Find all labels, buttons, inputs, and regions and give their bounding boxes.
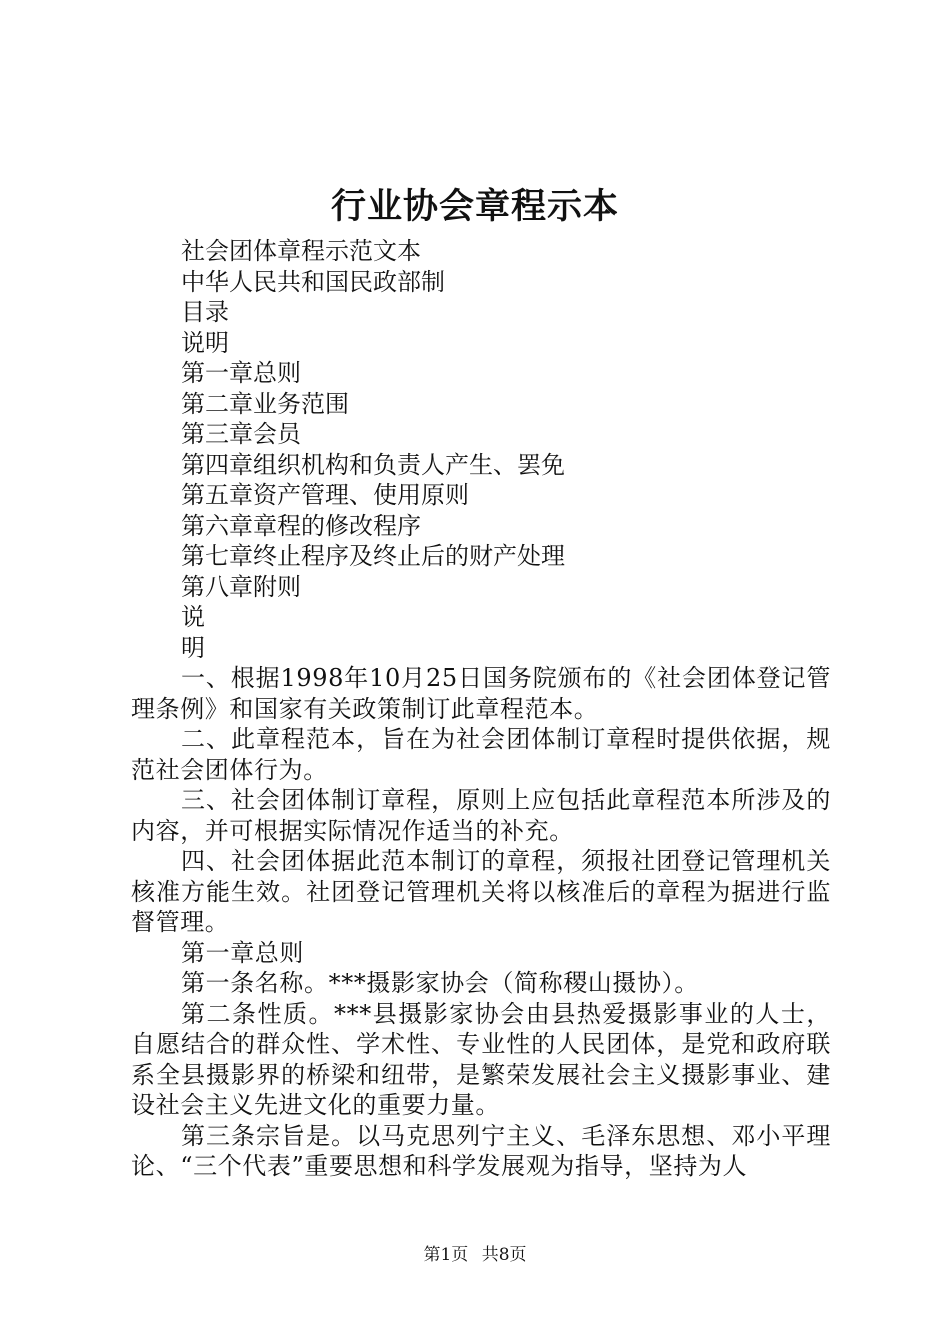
paragraph: 第二条性质。***县摄影家协会由县热爱摄影事业的人士，自愿结合的群众性、学术性、专业性的人民团体，是党和政府联系全县摄影界的桥梁和纽带，是繁荣发展社会主义摄影事业、建设社会主义先进文化的重要力量。 bbox=[131, 999, 831, 1119]
paragraph: 一、根据1998年10月25日国务院颁布的《社会团体登记管理条例》和国家有关政策制订此章程范本。 bbox=[131, 664, 831, 723]
heading-ming: 明 bbox=[181, 633, 205, 662]
table-of-contents bbox=[131, 236, 831, 663]
toc-line: 目录 bbox=[181, 298, 229, 326]
toc-line: 第四章组织机构和负责人产生、罢免 bbox=[181, 450, 565, 479]
paragraph: 四、社会团体据此范本制订的章程，须报社团登记管理机关核准方能生效。社团登记管理机关将以核准后的章程为据进行监督管理。 bbox=[131, 847, 831, 936]
document-title: 行业协会章程示本 bbox=[330, 186, 619, 227]
toc-line: 说明 bbox=[181, 328, 229, 357]
toc-line: 社会团体章程示范文本 bbox=[181, 237, 421, 265]
toc-line: 第六章章程的修改程序 bbox=[181, 511, 421, 540]
document-body bbox=[131, 236, 831, 1182]
toc-line: 第五章资产管理、使用原则 bbox=[181, 481, 469, 509]
toc-line: 第二章业务范围 bbox=[181, 389, 349, 418]
toc-line: 中华人民共和国民政部制 bbox=[181, 267, 445, 296]
page-number: 第1页 bbox=[423, 1245, 469, 1265]
paragraph: 第一条名称。***摄影家协会（简称稷山摄协）。 bbox=[181, 969, 699, 997]
heading-shuo: 说 bbox=[181, 603, 205, 631]
paragraph: 三、社会团体制订章程，原则上应包括此章程范本所涉及的内容，并可根据实际情况作适当的补充。 bbox=[131, 786, 831, 845]
paragraph: 二、此章程范本，旨在为社会团体制订章程时提供依据，规范社会团体行为。 bbox=[131, 725, 831, 784]
toc-line: 第八章附则 bbox=[181, 572, 301, 601]
toc-line: 第三章会员 bbox=[181, 420, 301, 448]
toc-line: 第一章总则 bbox=[181, 359, 301, 387]
toc-line: 第七章终止程序及终止后的财产处理 bbox=[181, 542, 565, 570]
page-total: 共8页 bbox=[481, 1245, 527, 1265]
paragraph: 第三条宗旨是。以马克思列宁主义、毛泽东思想、邓小平理论、“三个代表”重要思想和科学发展观为指导，坚持为人 bbox=[131, 1121, 831, 1180]
page-footer bbox=[0, 1244, 950, 1266]
chapter-heading: 第一章总则 bbox=[181, 938, 304, 967]
